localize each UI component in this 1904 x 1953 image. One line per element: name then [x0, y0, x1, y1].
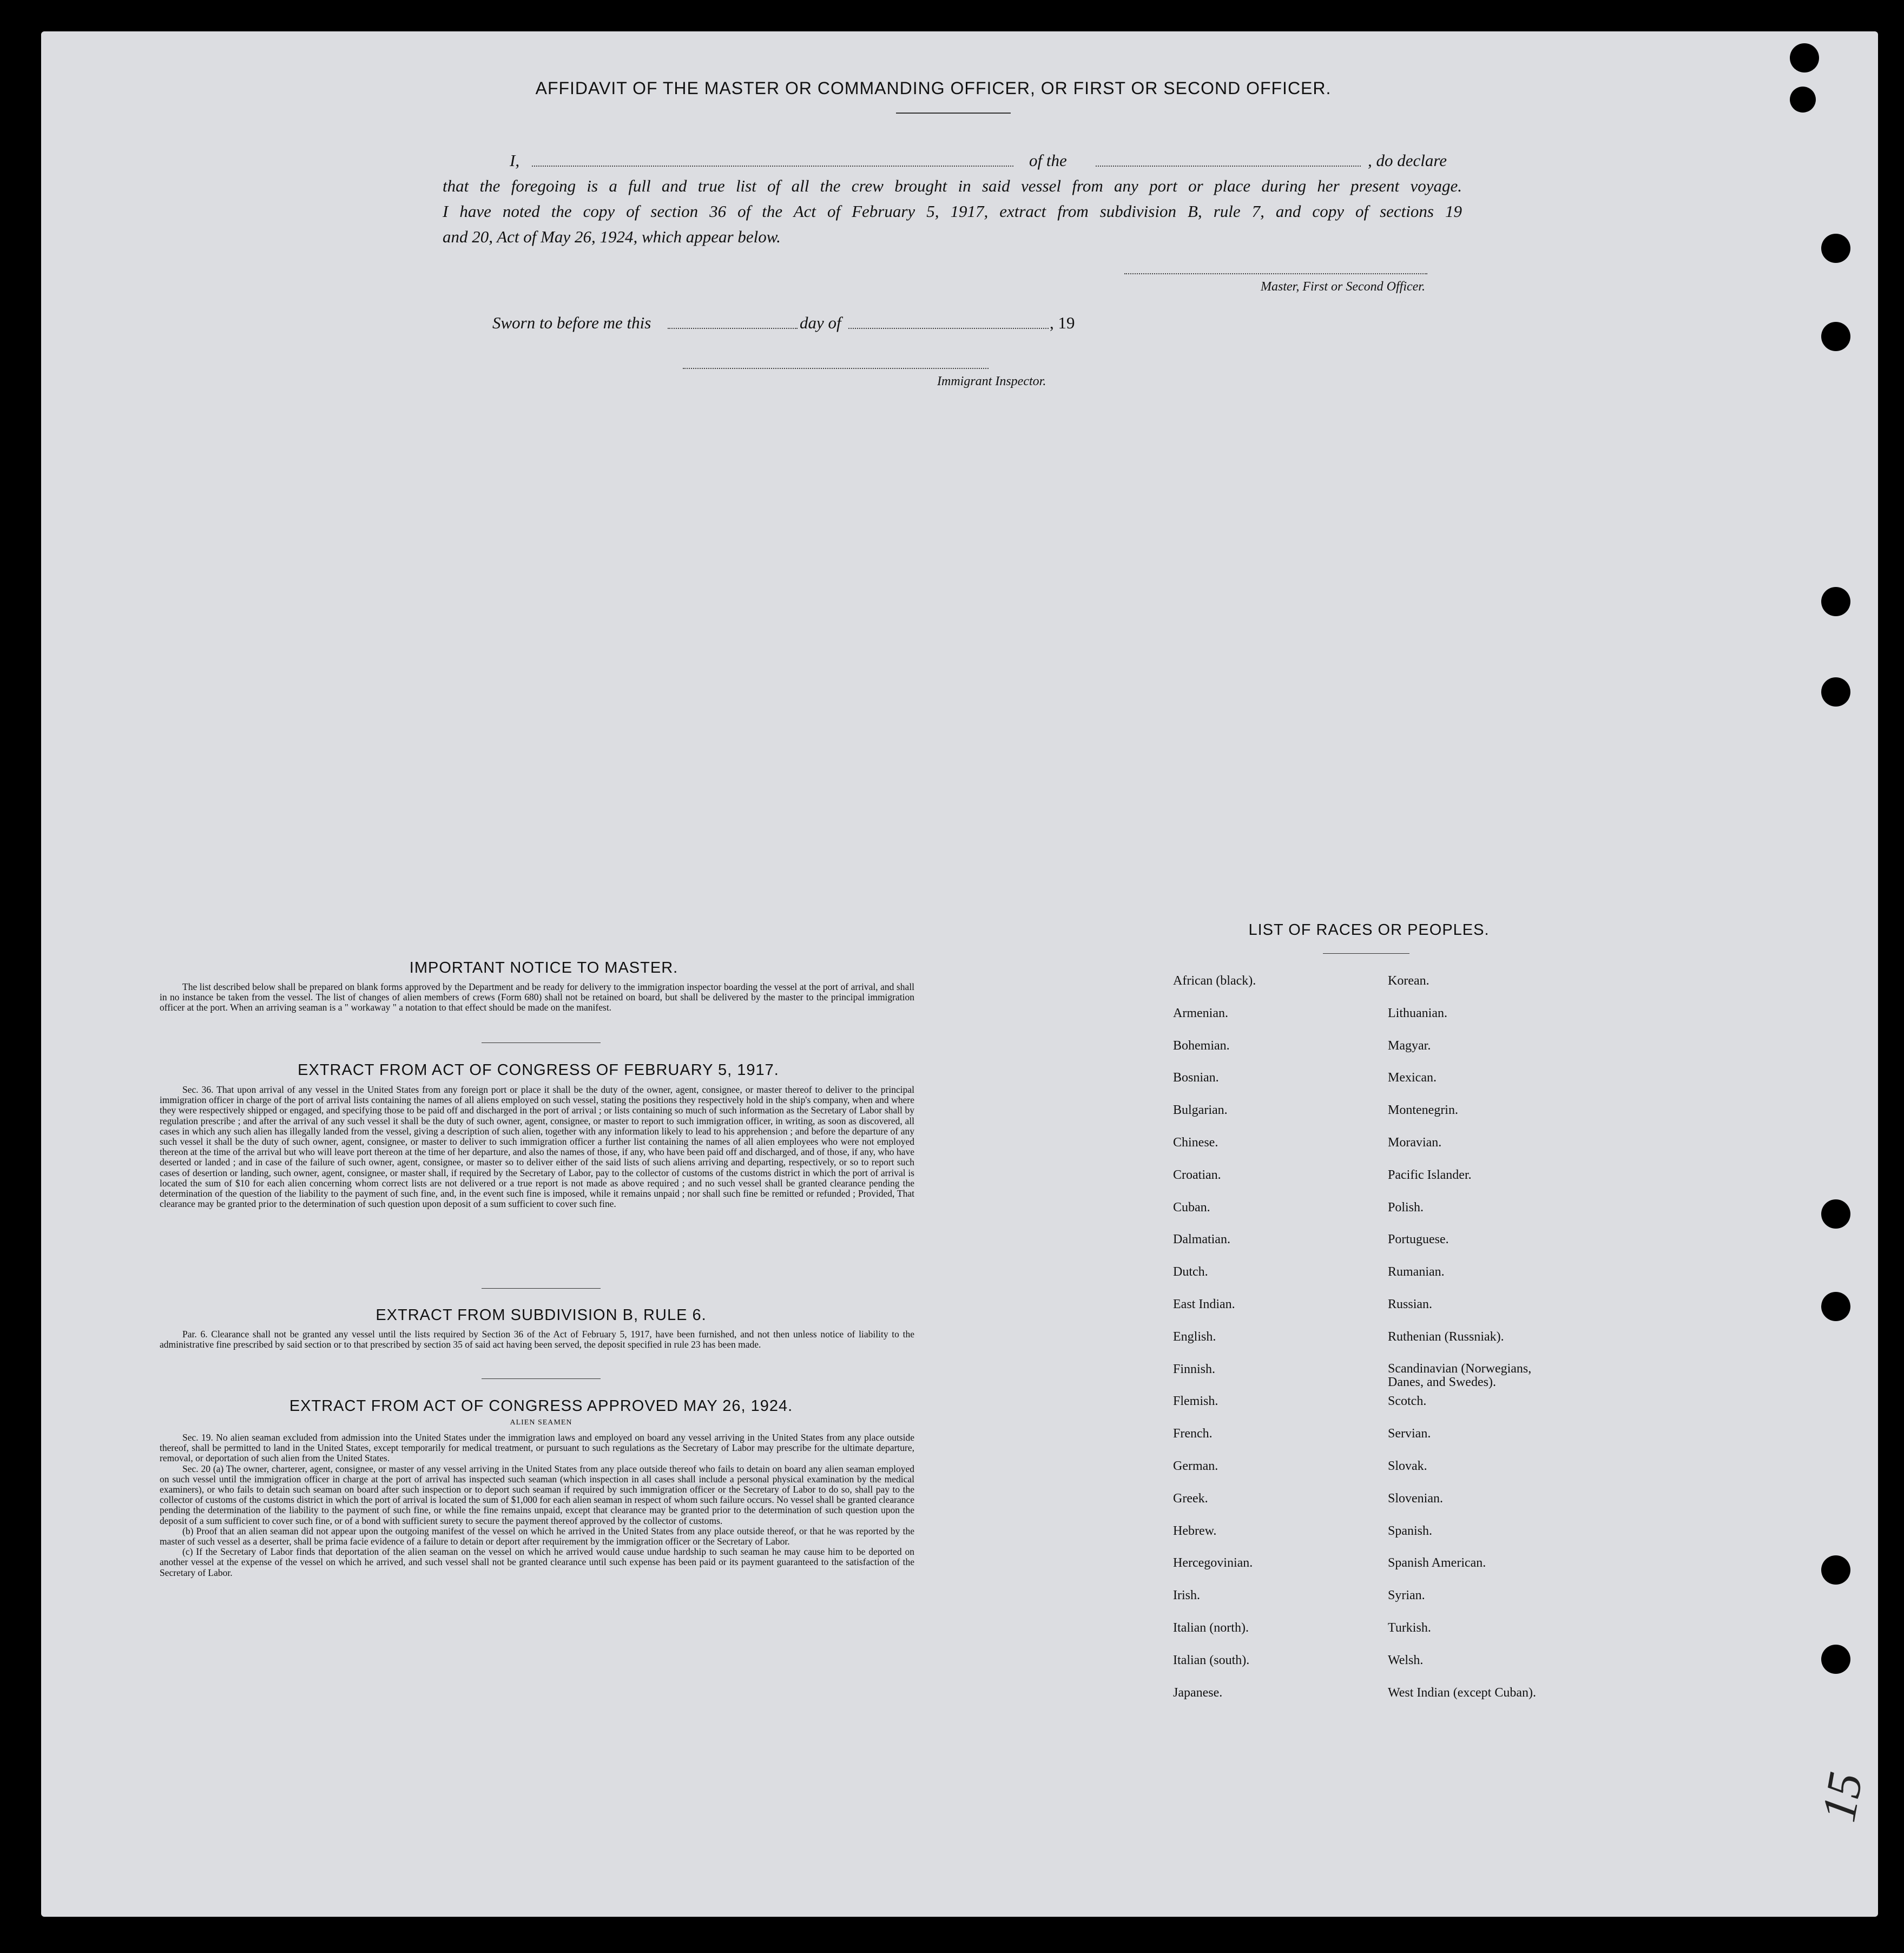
race-item: Rumanian. — [1388, 1265, 1445, 1279]
race-item: Spanish American. — [1388, 1556, 1486, 1571]
of-the-label: of the — [1029, 151, 1067, 170]
race-item: Lithuanian. — [1388, 1006, 1447, 1020]
punch-hole — [1790, 43, 1819, 72]
section-rule — [482, 1378, 601, 1379]
race-item: Scotch. — [1388, 1394, 1427, 1409]
race-item: Bohemian. — [1173, 1038, 1230, 1053]
vessel-name-field[interactable] — [1096, 166, 1361, 167]
punch-hole — [1821, 677, 1850, 707]
inspector-signature-field[interactable] — [683, 368, 989, 369]
notice-title: IMPORTANT NOTICE TO MASTER. — [409, 959, 678, 976]
title-rule — [896, 113, 1011, 114]
extract-1917-title: EXTRACT FROM ACT OF CONGRESS OF FEBRUARY 5, 1917. — [298, 1061, 779, 1079]
extract-rule6-body: Par. 6. Clearance shall not be granted any vessel until the lists required by Section 36 of the Act of February 5, 1917, have been furnished, and not then unless notice of liability to the administrative fine prescribed by said section or to that prescribed by section 35 of said act having been served, the deposit specified in rule 23 has been made. — [160, 1329, 914, 1350]
notice-body: The list described below shall be prepared on blank forms approved by the Department and be ready for delivery to the immigration inspector boarding the vessel at the port of arrival, and shall in no instance be taken from the vessel. The list of changes of alien members of crews (Form 680) shall not be retained on board, but shall be delivered by the master to the principal immigration officer at the port. When an arriving seaman is a " workaway " a notation to that effect should be made on the manifest. — [160, 981, 914, 1013]
race-item: Hercegovinian. — [1173, 1556, 1253, 1571]
extract-1924-paragraph: Sec. 20 (a) The owner, charterer, agent, consignee, or master of any vessel arriving in the United States from any place outside thereof who fails to detain on board any alien seaman employed on such vessel until the immigration officer in charge at the port of arrival has inspected such seaman (which inspection in all cases shall include a personal physical examination by the medical examiners), or who fails to detain such seaman on board after such inspection or to deport such seaman if required by such immigration officer or the Secretary of Labor to do so, shall pay to the collector of customs of the customs district in which the port of arrival is located the sum of $1,000 for each alien seaman in respect of whom such failure occurs. No vessel shall be granted clearance pending the determination of the liability to the payment of such fine, or while the fine remains unpaid, except that clearance may be granted prior to the determination of such question upon the deposit of a sum sufficient to cover such fine, or of a bond with sufficient surety to secure the payment thereof approved by the collector of customs. — [160, 1463, 914, 1526]
punch-hole — [1821, 322, 1850, 351]
section-rule — [482, 1288, 601, 1289]
race-item: Turkish. — [1388, 1621, 1431, 1635]
race-item: Mexican. — [1388, 1071, 1437, 1085]
race-item: Moravian. — [1388, 1136, 1442, 1150]
races-title: LIST OF RACES OR PEOPLES. — [1248, 921, 1490, 939]
race-item: Italian (south). — [1173, 1653, 1250, 1667]
race-item: Irish. — [1173, 1588, 1200, 1603]
race-item: West Indian (except Cuban). — [1388, 1685, 1536, 1700]
race-item: Ruthenian (Russniak). — [1388, 1329, 1504, 1344]
extract-1917-body: Sec. 36. That upon arrival of any vessel in the United States from any foreign port or place it shall be the duty of the owner, agent, consignee, or master thereof to deliver to the principal immigration officer in charge of the port of arrival lists containing the names of all aliens employed on such vessel, stating the positions they respectively hold in the ship's company, when and where they were respectively shipped or engaged, and specifying those to be paid off and discharged in the port of arrival ; or lists containing so much of such information as the Secretary of Labor shall by regulation prescribe ; and after the arrival of any such vessel it shall be the duty of such owner, agent, consignee, or master to report to such immigration officer, in writing, as soon as discovered, all cases in which any such alien has illegally landed from the vessel, giving a description of such alien, together with any information likely to lead to his apprehension ; and before the departure of any such vessel it shall be the duty of such owner, agent, consignee, or master to deliver to such immigration officer a further list containing the names of all alien employees who were not employed thereon at the time of the arrival but who will leave port thereon at the time of her departure, and also the names of those, if any, who have been paid off and discharged, and of those, if any, who have deserted or landed ; and in case of the failure of such owner, agent, consignee, or master so to deliver either of the said lists of such aliens arriving and departing, respectively, or so to report such cases of desertion or landing, such owner, agent, consignee, or master shall, if required by the Secretary of Labor, pay to the collector of customs of the customs district in which the port of arrival is located the sum of $10 for each alien concerning whom correct lists are not delivered or a true report is not made as above required ; and no such vessel shall be granted clearance pending the determination of the question of the liability to the payment of such fine, and, in the event such fine is imposed, while it remains unpaid ; nor shall such fine be remitted or refunded ; Provided, That clearance may be granted prior to the determination of such question upon deposit of a sum sufficient to cover such fine. — [160, 1084, 914, 1210]
race-item: Russian. — [1388, 1297, 1433, 1311]
officer-signature-field[interactable] — [1124, 273, 1427, 274]
race-item: Dalmatian. — [1173, 1232, 1230, 1247]
inspector-caption: Immigrant Inspector. — [937, 374, 1046, 388]
punch-hole — [1821, 1645, 1850, 1674]
race-item: Montenegrin. — [1388, 1103, 1458, 1118]
race-item: Bosnian. — [1173, 1071, 1219, 1085]
race-item: Cuban. — [1173, 1200, 1210, 1215]
race-item: East Indian. — [1173, 1297, 1235, 1311]
race-item: Magyar. — [1388, 1038, 1431, 1053]
sworn-prefix: Sworn to before me this — [492, 313, 651, 332]
race-item: Spanish. — [1388, 1523, 1433, 1538]
do-declare-label: , do declare — [1368, 151, 1447, 170]
punch-hole — [1821, 1199, 1850, 1229]
race-item: Welsh. — [1388, 1653, 1424, 1667]
race-item: Scandinavian (Norwegians, Danes, and Swedes). — [1388, 1361, 1532, 1389]
declaration-line-4: and 20, Act of May 26, 1924, which appear below. — [443, 227, 781, 246]
race-item: German. — [1173, 1459, 1218, 1473]
officer-signature-caption: Master, First or Second Officer. — [1261, 280, 1425, 294]
race-item: French. — [1173, 1427, 1213, 1441]
race-item: Hebrew. — [1173, 1523, 1217, 1538]
declaration-line-1: I, — [510, 151, 520, 170]
race-item: Japanese. — [1173, 1685, 1223, 1700]
race-item: Slovenian. — [1388, 1491, 1443, 1506]
handwritten-page-number: 15 — [1811, 1768, 1873, 1826]
extract-1924-paragraph: (b) Proof that an alien seaman did not appear upon the outgoing manifest of the vessel on which he arrived in the United States from any place outside thereof, or that he was reported by the master of such vessel as a deserter, shall be prima facie evidence of a failure to detain or deport after requirement by the immigration officer or the Secretary of Labor. — [160, 1525, 914, 1547]
extract-1924-paragraph: (c) If the Secretary of Labor finds that deportation of the alien seaman on the vessel on which he arrived would cause undue hardship to such seaman he may cause him to be deported on another vessel at the expense of the vessel on which he arrived, and such vessel shall not be granted clearance until such expense has been paid or its payment guaranteed to the satisfaction of the Secretary of Labor. — [160, 1546, 914, 1578]
extract-1924-body — [160, 1433, 914, 1578]
race-item: Polish. — [1388, 1200, 1424, 1215]
extract-1924-title: EXTRACT FROM ACT OF CONGRESS APPROVED MAY 26, 1924. — [289, 1397, 793, 1415]
race-item: Chinese. — [1173, 1136, 1218, 1150]
race-item: Greek. — [1173, 1491, 1208, 1506]
race-item: Bulgarian. — [1173, 1103, 1228, 1118]
race-item: Flemish. — [1173, 1394, 1218, 1409]
affidavit-title: AFFIDAVIT OF THE MASTER OR COMMANDING OFFICER, OR FIRST OR SECOND OFFICER. — [535, 78, 1332, 98]
punch-hole — [1821, 587, 1850, 616]
extract-1924-paragraph: Sec. 19. No alien seaman excluded from admission into the United States under the immigration laws and employed on board any vessel arriving in the United States from any place outside thereof, shall be permitted to land in the United States, except temporarily for medical treatment, or pursuant to such regulations as the Secretary of Labor may prescribe for the ultimate departure, removal, or deportation of such alien from the United States. — [160, 1432, 914, 1464]
master-name-field[interactable] — [532, 166, 1013, 167]
race-item: Armenian. — [1173, 1006, 1228, 1020]
race-item: African (black). — [1173, 974, 1256, 988]
extract-rule6-title: EXTRACT FROM SUBDIVISION B, RULE 6. — [375, 1307, 707, 1324]
sworn-day-field[interactable] — [668, 328, 798, 329]
race-item: Pacific Islander. — [1388, 1167, 1472, 1182]
race-item: Portuguese. — [1388, 1232, 1449, 1247]
sworn-day-of: day of — [800, 313, 841, 332]
race-item: Slovak. — [1388, 1459, 1427, 1473]
punch-hole — [1821, 234, 1850, 263]
race-item: Dutch. — [1173, 1265, 1208, 1279]
race-item: Korean. — [1388, 974, 1429, 988]
alien-seamen-subtitle: ALIEN SEAMEN — [510, 1418, 572, 1427]
sworn-month-field[interactable] — [848, 328, 1049, 329]
declaration-line-2: that the foregoing is a full and true list of all the crew brought in said vessel from any port or place during her present voyage. — [443, 176, 1462, 195]
race-item: Syrian. — [1388, 1588, 1425, 1603]
race-item: Croatian. — [1173, 1167, 1221, 1182]
race-item: English. — [1173, 1329, 1216, 1344]
punch-hole — [1821, 1292, 1850, 1321]
race-item: Italian (north). — [1173, 1621, 1249, 1635]
sworn-year: , 19 — [1050, 313, 1075, 332]
race-item: Finnish. — [1173, 1362, 1216, 1376]
declaration-line-3: I have noted the copy of section 36 of the Act of February 5, 1917, extract from subdivision B, rule 7, and copy of sections 19 — [443, 202, 1462, 221]
punch-hole — [1821, 1555, 1850, 1585]
race-item: Servian. — [1388, 1427, 1431, 1441]
races-title-rule — [1323, 953, 1409, 954]
